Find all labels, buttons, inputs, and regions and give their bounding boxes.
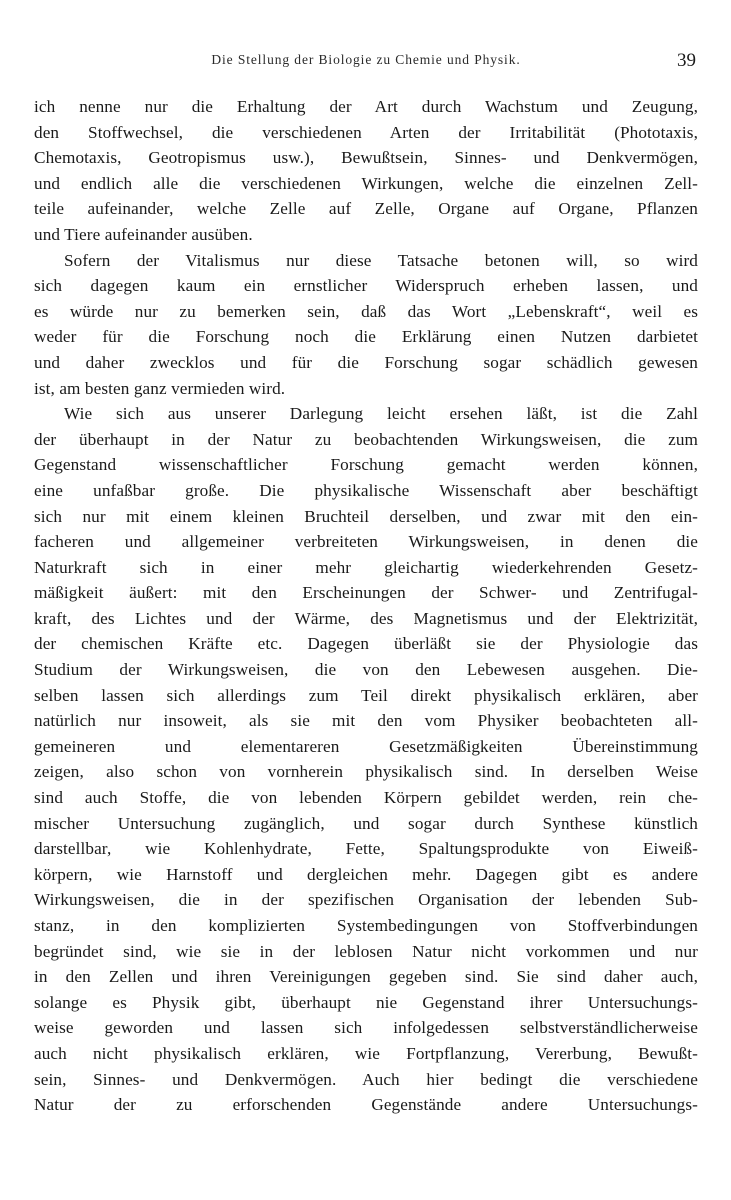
text-line: Wirkungsweisen, die in der spezifischen Organisation der lebenden Sub- — [34, 890, 698, 910]
text-line: stanz, in den komplizierten Systembedingungen von Stoffverbindungen — [34, 916, 698, 935]
text-line: der chemischen Kräfte etc. Dagegen überläßt sie der Physiologie das — [34, 634, 698, 654]
text-line: sich dagegen kaum ein ernstlicher Widerspruch erheben lassen, und — [34, 276, 698, 296]
text-line: Wie sich aus unserer Darlegung leicht ersehen läßt, ist die Zahl — [64, 404, 698, 424]
text-line: mäßigkeit äußert: mit den Erscheinungen der Schwer- und Zentrifugal- — [34, 583, 698, 603]
text-line: sich nur mit einem kleinen Bruchteil derselben, und zwar mit den ein- — [34, 506, 698, 526]
text-line: und endlich alle die verschiedenen Wirkungen, welche die einzelnen Zell- — [34, 173, 698, 193]
text-line: Sofern der Vitalismus nur diese Tatsache betonen will, so wird — [64, 250, 698, 270]
text-line: Studium der Wirkungsweisen, die von den Lebewesen ausgehen. Die- — [34, 660, 698, 680]
text-line: auch nicht physikalisch erklären, wie Fortpflanzung, Vererbung, Bewußt- — [34, 1043, 698, 1063]
text-line: zeigen, also schon von vornherein physikalisch sind. In derselben Weise — [34, 762, 698, 782]
text-line: gemeineren und elementareren Gesetzmäßigkeiten Übereinstimmung — [34, 736, 698, 756]
text-line: der überhaupt in der Natur zu beobachtenden Wirkungsweisen, die zum — [34, 429, 698, 449]
text-line: ich nenne nur die Erhaltung der Art durch Wachstum und Zeugung, — [34, 97, 698, 116]
text-line: eine unfaßbar große. Die physikalische Wissenschaft aber beschäftigt — [34, 480, 698, 500]
text-line: körpern, wie Harnstoff und dergleichen mehr. Dagegen gibt es andere — [34, 864, 698, 884]
text-line: es würde nur zu bemerken sein, daß das Wort „Lebenskraft“, weil es — [34, 301, 698, 321]
book-page — [34, 40, 698, 1118]
text-line: sein, Sinnes- und Denkvermögen. Auch hier bedingt die verschiedene — [34, 1069, 698, 1089]
text-line: facheren und allgemeiner verbreiteten Wirkungsweisen, in denen die — [34, 532, 698, 552]
text-line: Naturkraft sich in einer mehr gleichartig wiederkehrenden Gesetz- — [34, 557, 698, 577]
text-line: weise geworden und lassen sich infolgedessen selbstverständlicherweise — [34, 1018, 698, 1038]
text-line: mischer Untersuchung zugänglich, und sogar durch Synthese künstlich — [34, 813, 698, 833]
text-line: darstellbar, wie Kohlenhydrate, Fette, Spaltungsprodukte von Eiweiß- — [34, 839, 698, 859]
text-line: begründet sind, wie sie in der leblosen Natur nicht vorkommen und nur — [34, 941, 698, 961]
running-title: Die Stellung der Biologie zu Chemie und Physik. — [211, 52, 521, 67]
text-line: selben lassen sich allerdings zum Teil direkt physikalisch erklären, aber — [34, 685, 698, 705]
text-line: weder für die Forschung noch die Erklärung einen Nutzen darbietet — [34, 327, 698, 347]
text-line: und Tiere aufeinander ausüben. — [34, 224, 253, 244]
text-line: sind auch Stoffe, die von lebenden Körpern gebildet werden, rein che- — [34, 788, 698, 808]
text-line: ist, am besten ganz vermieden wird. — [34, 378, 286, 398]
text-line: den Stoffwechsel, die verschiedenen Arten der Irritabilität (Phototaxis, — [34, 122, 698, 142]
text-line: kraft, des Lichtes und der Wärme, des Magnetismus und der Elektrizität, — [34, 608, 698, 628]
text-line: Gegenstand wissenschaftlicher Forschung gemacht werden können, — [34, 455, 698, 475]
page-number: 39 — [677, 50, 696, 71]
running-header — [34, 40, 698, 80]
text-line: Chemotaxis, Geotropismus usw.), Bewußtsein, Sinnes- und Denkvermögen, — [34, 148, 698, 168]
text-line: teile aufeinander, welche Zelle auf Zelle, Organe auf Organe, Pflanzen — [34, 199, 698, 219]
text-line: natürlich nur insoweit, als sie mit den vom Physiker beobachteten all- — [34, 711, 698, 731]
text-line: und daher zwecklos und für die Forschung sogar schädlich gewesen — [34, 352, 698, 372]
text-line: Natur der zu erforschenden Gegenstände andere Untersuchungs- — [34, 1095, 698, 1115]
text-line: solange es Physik gibt, überhaupt nie Gegenstand ihrer Untersuchungs- — [34, 992, 698, 1012]
body-text — [34, 94, 698, 1118]
text-line: in den Zellen und ihren Vereinigungen gegeben sind. Sie sind daher auch, — [34, 967, 698, 987]
